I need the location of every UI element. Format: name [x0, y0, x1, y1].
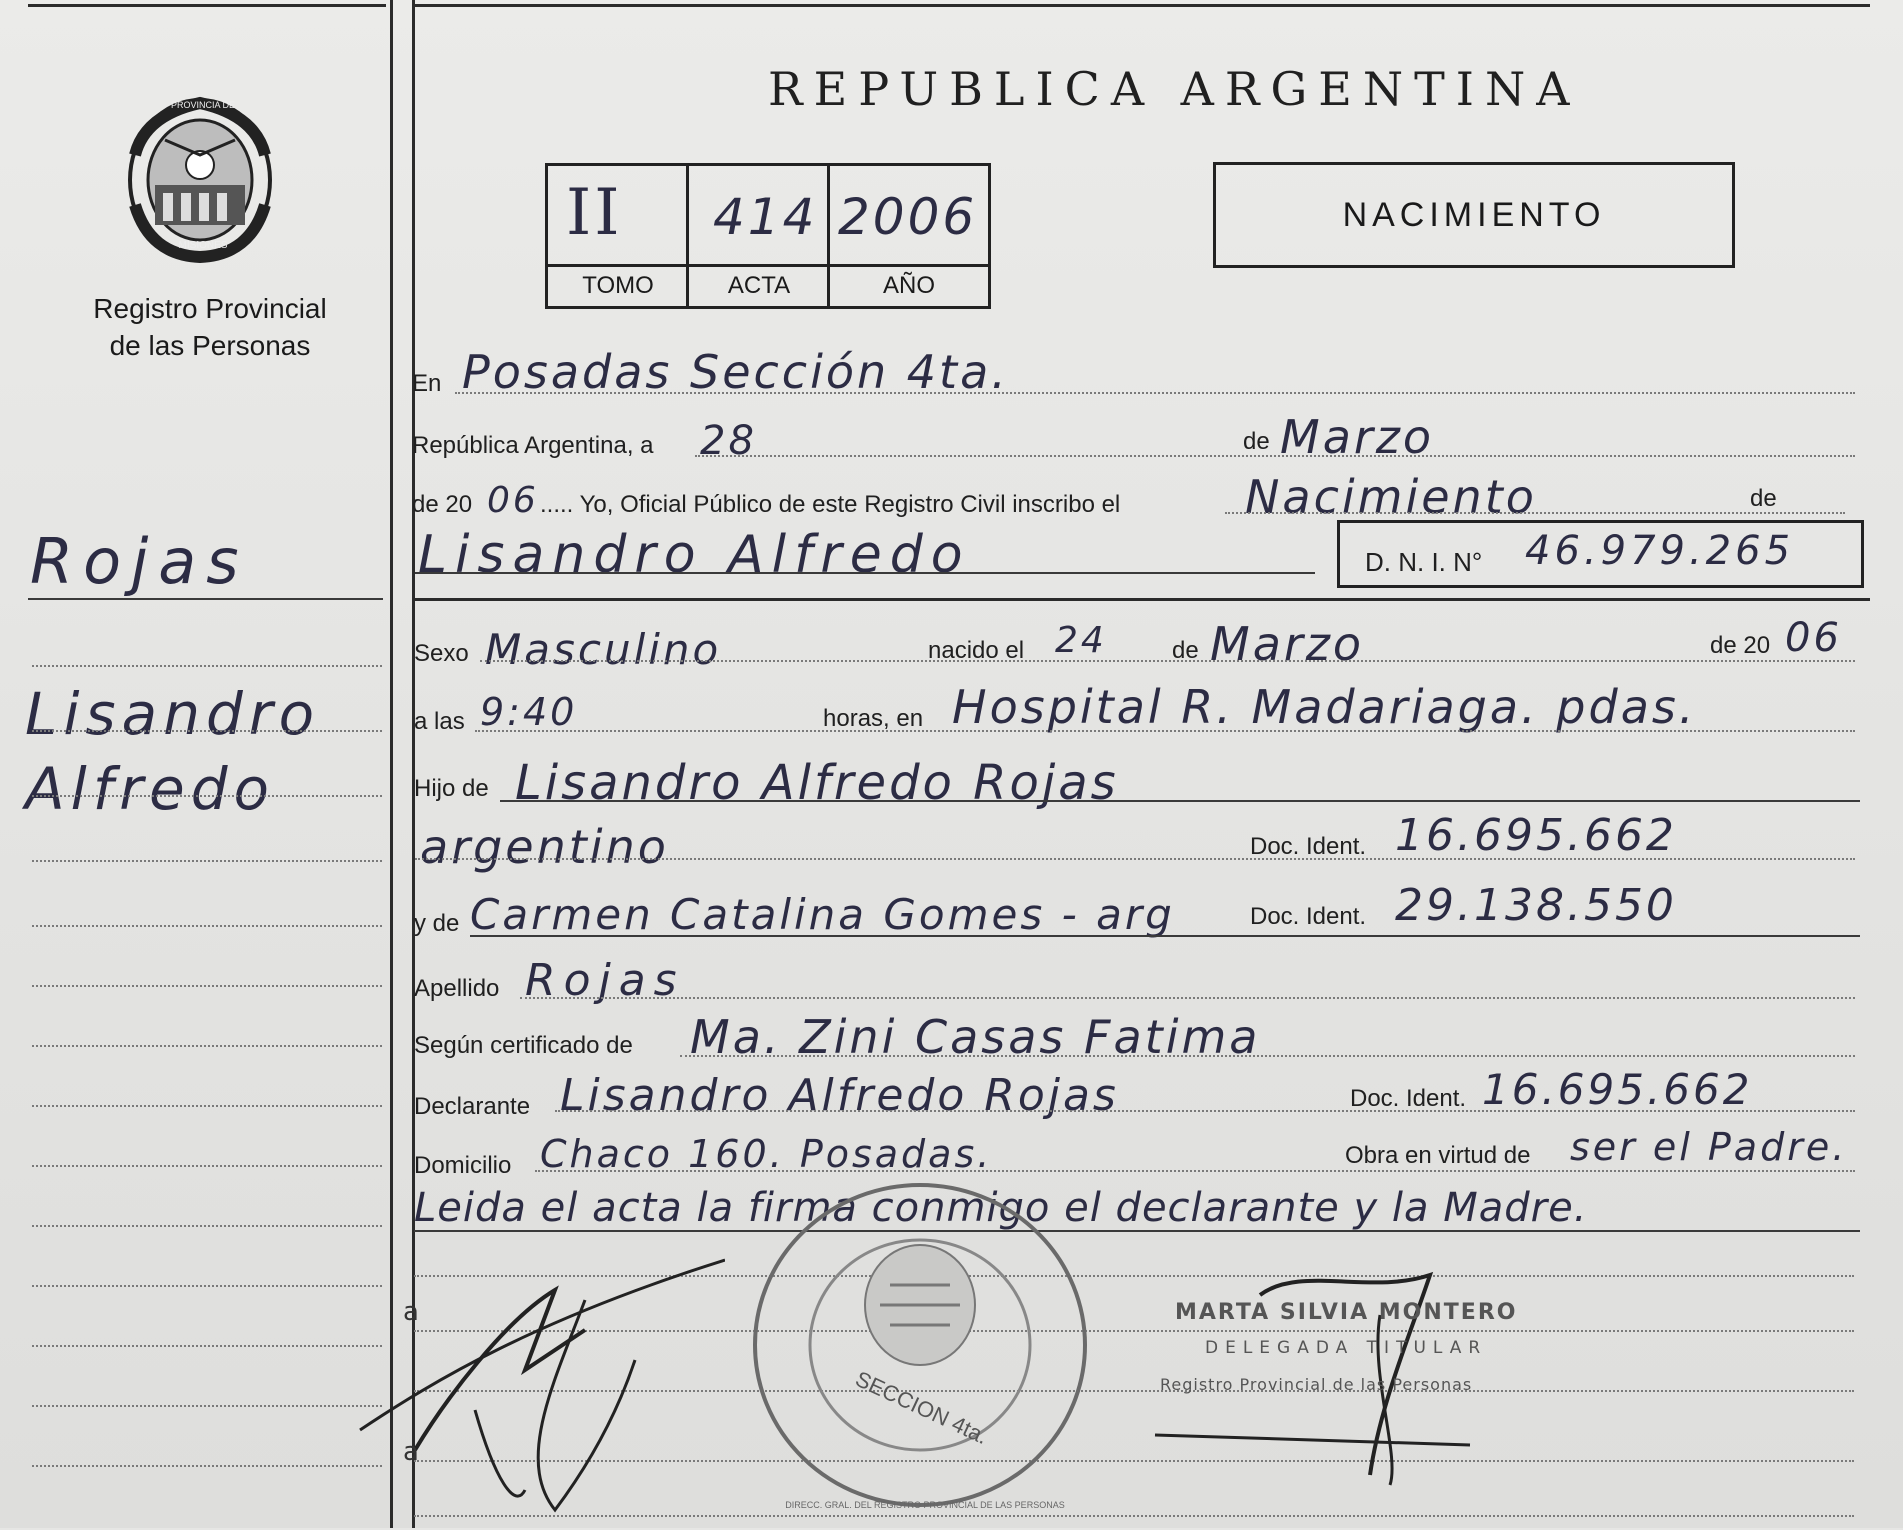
domicilio-label: Domicilio [414, 1152, 512, 1179]
anio-label: AÑO [882, 272, 935, 299]
acta-value: 414 [713, 188, 818, 246]
seal-top-text: PROVINCIA DE [170, 100, 235, 110]
nacido-year-label: de 20 [1710, 632, 1771, 659]
apellido-rule [520, 997, 1855, 999]
leida-value: Leida el acta la firma conmigo el declarante y la Madre. [414, 1185, 1588, 1231]
alas-rule [475, 730, 1855, 732]
margin-dotted-rule [32, 925, 382, 927]
margin-dotted-rule [32, 1405, 382, 1407]
certificado-label: Según certificado de [414, 1032, 633, 1059]
nacido-month: Marzo [1210, 617, 1365, 671]
seal-bottom-text: MISIONES [178, 240, 228, 251]
signature-declarante [355, 1240, 725, 1530]
anio-value: 2006 [838, 188, 978, 246]
declarante-doc-label: Doc. Ident. [1350, 1085, 1467, 1112]
apellido-value: Rojas [525, 955, 685, 1006]
nacido-day: 24 [1055, 620, 1107, 661]
horas-label: horas, en [823, 705, 924, 732]
padre-value: Lisandro Alfredo Rojas [515, 755, 1119, 811]
inscribo-value: Nacimiento [1245, 470, 1537, 524]
margin-dotted-rule [32, 1045, 382, 1047]
dni-box [1337, 520, 1864, 588]
declarante-doc-value: 16.695.662 [1482, 1065, 1753, 1114]
year-prefix-label: de 20 [412, 491, 473, 518]
padre-doc-rule [415, 858, 1855, 860]
child-name-value: Lisandro Alfredo [418, 525, 971, 585]
official-registry-stamp: Registro Provincial de las Personas [1160, 1375, 1473, 1394]
oficial-rule [1225, 512, 1845, 514]
sexo-label: Sexo [414, 640, 469, 667]
svg-text:a: a [403, 1297, 419, 1327]
alas-label: a las [414, 708, 465, 735]
lugar-value: Hospital R. Madariaga. pdas. [952, 680, 1697, 734]
tomo-label: TOMO [582, 272, 654, 299]
padre-doc-label: Doc. Ident. [1250, 833, 1367, 860]
svg-text:a: a [403, 1437, 419, 1467]
madre-rule [470, 935, 1860, 937]
margin-dotted-rule [32, 1105, 382, 1107]
official-round-stamp-icon [740, 1175, 1100, 1515]
nacido-year: 06 [1785, 615, 1842, 661]
registry-name-line1: Registro Provincial [93, 293, 327, 324]
tomo-value: II [566, 176, 623, 250]
certificado-value: Ma. Zini Casas Fatima [690, 1010, 1261, 1064]
en-value: Posadas Sección 4ta. [462, 345, 1009, 399]
margin-given-line1: Lisandro [25, 680, 321, 748]
margin-dotted-rule [32, 1345, 382, 1347]
leida-rule [414, 1230, 1860, 1232]
declarante-value: Lisandro Alfredo Rojas [560, 1070, 1119, 1121]
margin-top-rule [28, 4, 386, 7]
madre-value: Carmen Catalina Gomes - arg [470, 890, 1175, 939]
obra-label: Obra en virtud de [1345, 1142, 1531, 1169]
volume-box [545, 163, 991, 309]
obra-value: ser el Padre. [1570, 1125, 1848, 1169]
country-title: REPUBLICA ARGENTINA [768, 62, 1581, 116]
en-label: En [412, 370, 442, 397]
margin-dotted-rule [32, 795, 382, 797]
official-title-stamp: DELEGADA TITULAR [1205, 1338, 1488, 1358]
margin-dotted-rule [32, 1225, 382, 1227]
year-value: 06 [487, 480, 539, 521]
hijo-rule [500, 800, 1860, 802]
yde-label: y de [414, 910, 460, 937]
of-label: de [1750, 485, 1777, 512]
nacido-label: nacido el [928, 637, 1025, 664]
margin-dotted-rule [32, 1165, 382, 1167]
round-stamp-text: DIRECC. GRAL. DEL REGISTRO PROVINCIAL DE LAS PERSONAS [785, 1500, 1065, 1510]
certificado-rule [680, 1055, 1855, 1057]
madre-doc-label: Doc. Ident. [1250, 903, 1367, 930]
record-type-box: NACIMIENTO [1213, 162, 1735, 268]
republica-label: República Argentina, a [412, 432, 654, 459]
declarante-rule [555, 1110, 1855, 1112]
dni-label: D. N. I. N° [1365, 547, 1483, 577]
padre-nacionalidad: argentino [420, 820, 669, 874]
hijo-label: Hijo de [414, 775, 489, 802]
sexo-rule [480, 660, 1855, 662]
acta-label: ACTA [727, 272, 791, 299]
domicilio-value: Chaco 160. Posadas. [540, 1132, 993, 1176]
padre-doc-value: 16.695.662 [1395, 810, 1677, 861]
month-de-label: de [1243, 428, 1270, 455]
margin-dotted-rule [32, 1465, 382, 1467]
en-rule [455, 392, 1855, 394]
round-stamp-section: SECCION 4ta. [851, 1365, 992, 1450]
margin-dotted-rule [32, 860, 382, 862]
margin-given-line2: Alfredo [25, 755, 276, 823]
domicilio-rule [535, 1170, 1855, 1172]
declarante-label: Declarante [414, 1093, 531, 1120]
child-name-rule [415, 572, 1315, 574]
margin-dotted-rule [32, 1285, 382, 1287]
form-top-rule [415, 4, 1870, 7]
dni-value: 46.979.265 [1525, 528, 1795, 574]
official-name-stamp: MARTA SILVIA MONTERO [1175, 1300, 1518, 1325]
margin-rule-surname [28, 598, 383, 600]
republica-rule [695, 455, 1855, 457]
oficial-text: ..... Yo, Oficial Público de este Registro Civil inscribo el [540, 491, 1121, 518]
day-value: 28 [700, 418, 757, 464]
hora-value: 9:40 [480, 690, 578, 734]
margin-dotted-rule [32, 730, 382, 732]
madre-doc-value: 29.138.550 [1395, 880, 1677, 931]
nacido-de-label: de [1172, 637, 1199, 664]
margin-dotted-rule [32, 985, 382, 987]
month-value: Marzo [1280, 410, 1435, 464]
registry-name-line2: de las Personas [109, 330, 311, 361]
section-divider [412, 598, 1870, 601]
sexo-value: Masculino [485, 625, 722, 674]
margin-surname: Rojas [30, 525, 249, 598]
margin-dotted-rule [32, 665, 382, 667]
apellido-label: Apellido [414, 975, 500, 1002]
